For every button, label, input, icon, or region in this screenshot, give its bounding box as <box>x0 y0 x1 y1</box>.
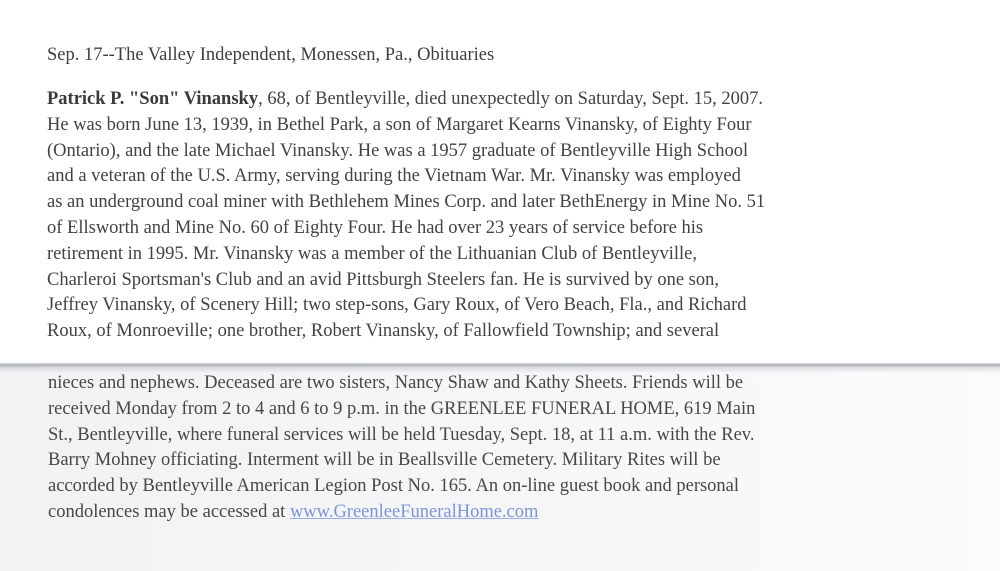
obituary-line: Roux, of Monroeville; one brother, Robert Vinansky, of Fallowfield Township; and several <box>47 321 720 342</box>
obituary-line: Charleroi Sportsman's Club and an avid Pittsburgh Steelers fan. He is survived by one son, <box>47 269 719 290</box>
obituary-last-line <box>48 500 755 526</box>
obituary-body-top <box>47 87 765 345</box>
obituary-line: St., Bentleyville, where funeral services will be held Tuesday, Sept. 18, at 11 a.m. with the Rev. <box>48 424 755 445</box>
obituary-line: He was born June 13, 1939, in Bethel Park, a son of Margaret Kearns Vinansky, of Eighty Four <box>47 114 752 135</box>
obituary-line: nieces and nephews. Deceased are two sisters, Nancy Shaw and Kathy Sheets. Friends will be <box>48 373 744 393</box>
obituary-line: Jeffrey Vinansky, of Scenery Hill; two step-sons, Gary Roux, of Vero Beach, Fla., and Richard <box>47 295 747 316</box>
obituary-line: (Ontario), and the late Michael Vinansky. He was a 1957 graduate of Bentleyville High School <box>47 140 749 161</box>
obituary-line: accorded by Bentleyville American Legion Post No. 165. An on-line guest book and personal <box>48 476 740 497</box>
obituary-line: Barry Mohney officiating. Interment will be in Beallsville Cemetery. Military Rites will be <box>48 450 721 471</box>
last-line-text: condolences may be accessed at <box>48 501 290 522</box>
obituary-first-line-text: , 68, of Bentleyville, died unexpectedly on Saturday, Sept. 15, 2007. <box>258 89 763 109</box>
obituary-line: and a veteran of the U.S. Army, serving during the Vietnam War. Mr. Vinansky was employed <box>47 166 741 187</box>
funeral-home-website-link[interactable]: www.GreenleeFuneralHome.com <box>289 501 539 522</box>
obituary-line: of Ellsworth and Mine No. 60 of Eighty Four. He had over 23 years of service before his <box>47 217 704 238</box>
obituary-first-line <box>47 87 765 113</box>
obituary-body-bottom <box>48 371 755 526</box>
source-header: Sep. 17--The Valley Independent, Monessen, Pa., Obituaries <box>47 45 495 65</box>
obituary-line: received Monday from 2 to 4 and 6 to 9 p.m. in the GREENLEE FUNERAL HOME, 619 Main <box>48 398 756 419</box>
deceased-name: Patrick P. "Son" Vinansky <box>47 89 259 109</box>
obituary-line: retirement in 1995. Mr. Vinansky was a member of the Lithuanian Club of Bentleyville, <box>47 243 698 264</box>
obituary-line: as an underground coal miner with Bethlehem Mines Corp. and later BethEnergy in Mine No. 51 <box>47 192 766 213</box>
